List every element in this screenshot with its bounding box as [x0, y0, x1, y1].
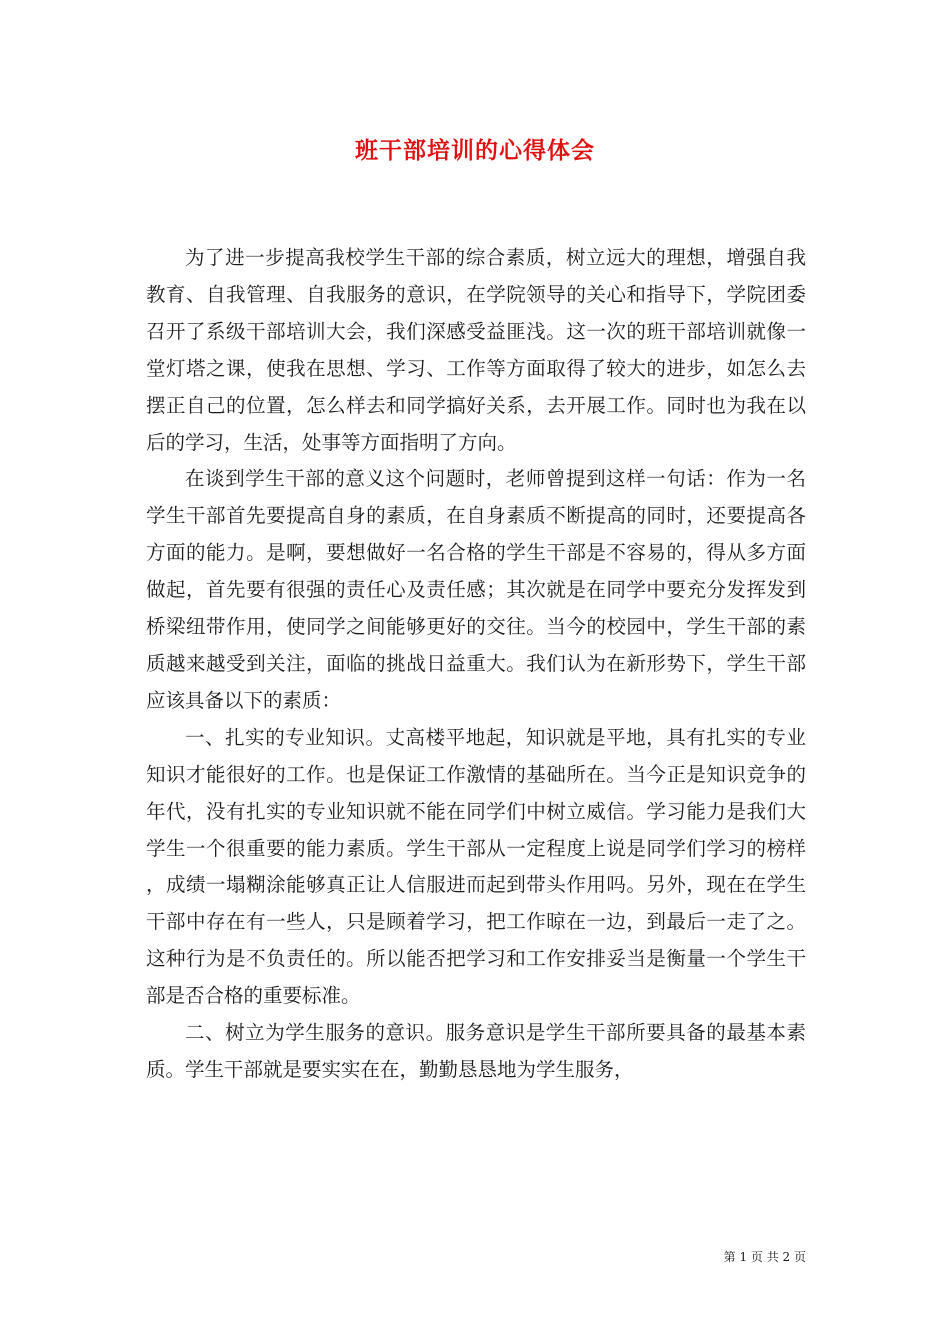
paragraph: 在谈到学生干部的意义这个问题时，老师曾提到这样一句话：作为一名学生干部首先要提高自身的素质，在自身素质不断提高的同时，还要提高各方面的能力。是啊，要想做好一名合格的学生干部是不容易的，得从多方面做起，首先要有很强的责任心及责任感；其次就是在同学中要充分发挥发到桥梁纽带作用，使同学之间能够更好的交往。当今的校园中，学生干部的素质越来越受到关注，面临的挑战日益重大。我们认为在新形势下，学生干部应该具备以下的素质： — [146, 467, 806, 712]
document-title: 班干部培训的心得体会 — [355, 137, 595, 164]
page-number: 第 1 页 共 2 页 — [723, 1250, 806, 1264]
paragraph: 一、扎实的专业知识。丈高楼平地起，知识就是平地，具有扎实的专业知识才能很好的工作。也是保证工作激情的基础所在。当今正是知识竞争的年代，没有扎实的专业知识就不能在同学们中树立威信。学习能力是我们大学生一个很重要的能力素质。学生干部从一定程度上说是同学们学习的榜样，成绩一塌糊涂能够真正让人信服进而起到带头作用吗。另外，现在在学生干部中存在有一些人，只是顾着学习，把工作晾在一边，到最后一走了之。这种行为是不负责任的。所以能否把学习和工作安排妥当是衡量一个学生干部是否合格的重要标准。 — [146, 725, 806, 1008]
document-body — [146, 240, 806, 1089]
paragraph: 为了进一步提高我校学生干部的综合素质，树立远大的理想，增强自我教育、自我管理、自我服务的意识，在学院领导的关心和指导下，学院团委召开了系级干部培训大会，我们深感受益匪浅。这一次的班干部培训就像一堂灯塔之课，使我在思想、学习、工作等方面取得了较大的进步，如怎么去摆正自己的位置，怎么样去和同学搞好关系，去开展工作。同时也为我在以后的学习，生活，处事等方面指明了方向。 — [146, 246, 806, 454]
paragraph: 二、树立为学生服务的意识。服务意识是学生干部所要具备的最基本素质。学生干部就是要实实在在，勤勤恳恳地为学生服务， — [146, 1021, 806, 1081]
